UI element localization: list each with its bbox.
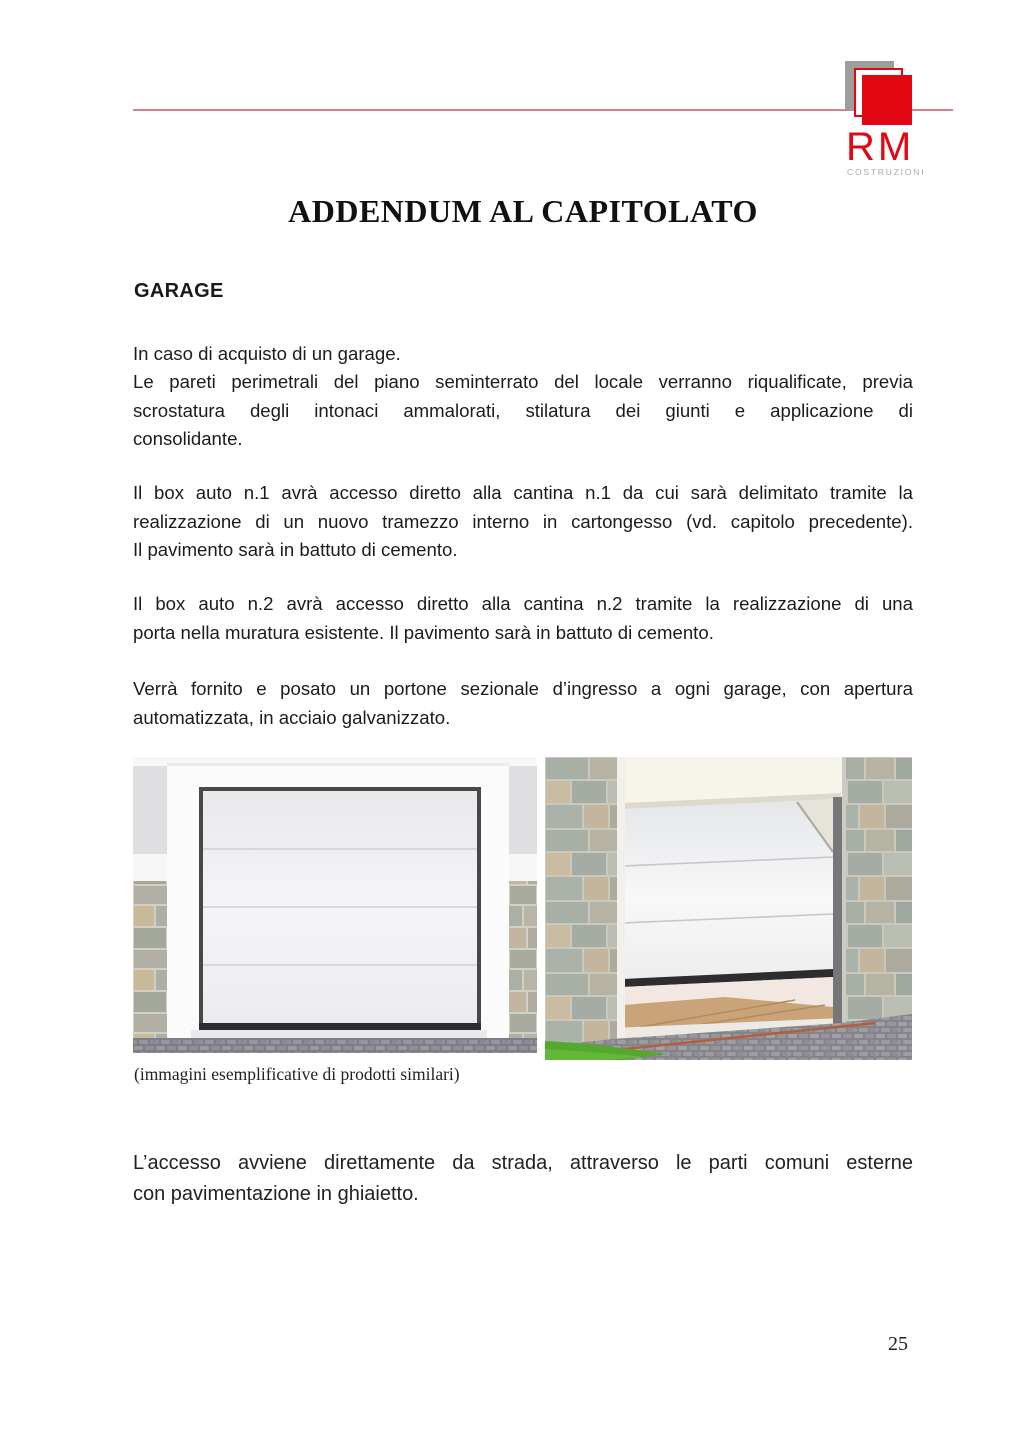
text-line: Il box auto n.2 avrà accesso diretto alla cantina n.2 tramite la realizzazione di una <box>133 593 913 614</box>
text-line: automatizzata, in acciaio galvanizzato. <box>133 706 451 728</box>
text-line: Il box auto n.1 avrà accesso diretto alla cantina n.1 da cui sarà delimitato tramite la <box>133 482 913 503</box>
text-line: Le pareti perimetrali del piano seminterrato del locale verranno riqualificate, previa <box>133 371 913 392</box>
paragraph-acquisto <box>133 340 913 369</box>
page-number: 25 <box>888 1333 908 1355</box>
header-rule <box>133 109 953 111</box>
paragraph-box-auto-2 <box>133 590 913 647</box>
logo-subtitle: COSTRUZIONI <box>847 167 926 177</box>
page-title: ADDENDUM AL CAPITOLATO <box>288 193 758 229</box>
company-logo <box>845 61 929 181</box>
text-line: In caso di acquisto di un garage. <box>133 343 401 364</box>
figure-caption: (immagini esemplificative di prodotti similari) <box>134 1064 460 1084</box>
paragraph-pareti <box>133 368 913 454</box>
logo-letters: RM <box>846 125 915 169</box>
garage-door-open-image <box>545 757 912 1060</box>
paragraph-box-auto-1 <box>133 479 913 565</box>
text-line: L’accesso avviene direttamente da strada, attraverso le parti comuni esterne <box>133 1152 913 1174</box>
paragraph-accesso <box>133 1148 913 1210</box>
text-line: Verrà fornito e posato un portone sezionale d’ingresso a ogni garage, con apertura <box>133 678 913 699</box>
garage-door-closed-image <box>133 757 537 1053</box>
text-line: con pavimentazione in ghiaietto. <box>133 1183 419 1205</box>
section-heading-garage: GARAGE <box>134 280 224 302</box>
text-line: scrostatura degli intonaci ammalorati, stilatura dei giunti e applicazione di <box>133 399 913 421</box>
text-line: Il pavimento sarà in battuto di cemento. <box>133 539 458 560</box>
text-line: consolidante. <box>133 428 243 449</box>
text-line: porta nella muratura esistente. Il pavimento sarà in battuto di cemento. <box>133 621 714 643</box>
logo-square-red-icon <box>862 75 912 125</box>
text-line: realizzazione di un nuovo tramezzo interno in cartongesso (vd. capitolo precedente). <box>133 510 913 532</box>
paragraph-portone <box>133 675 913 732</box>
